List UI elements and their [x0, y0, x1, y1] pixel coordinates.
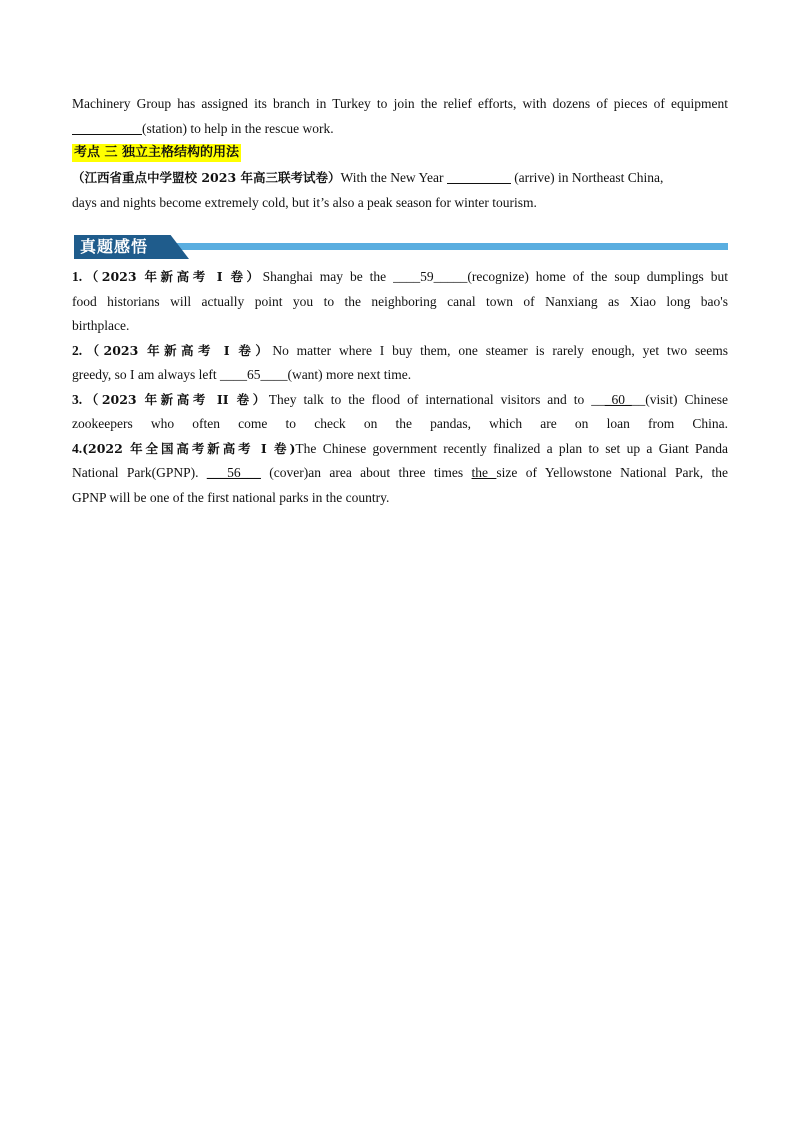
- question-source: （2023 年新高考 I 卷）: [82, 269, 263, 284]
- section-banner: [72, 235, 728, 261]
- intro-line-2-text: (station) to help in the rescue work.: [142, 120, 334, 136]
- question-4-underlined-word: the: [471, 465, 497, 480]
- question-number: 1.: [72, 269, 83, 284]
- question-4-text-c: size of Yellowstone National Park, the: [496, 465, 728, 480]
- question-3-line-1: [72, 388, 728, 413]
- example-3-line-1: [72, 166, 728, 191]
- intro-line-1: Machinery Group has assigned its branch in Turkey to join the relief efforts, with dozens of pieces of equipment: [72, 96, 728, 111]
- question-2-line-1: [72, 339, 728, 364]
- kaodian-heading-row: [72, 141, 728, 165]
- example-3-source: （江西省重点中学盟校 2023 年高三联考试卷）: [72, 170, 341, 185]
- question-1-line-2: food historians will actually point you to the neighboring canal town of Nanxiang as Xiao long bao's: [72, 293, 728, 309]
- example-3-line-2: days and nights become extremely cold, but it’s also a peak season for winter tourism.: [72, 194, 537, 210]
- question-source: （2023 年新高考 I 卷）: [82, 342, 273, 358]
- section-title: 真题感悟: [80, 237, 149, 256]
- question-number: 3.: [72, 391, 83, 407]
- example-3-text-b: (arrive) in Northeast China,: [510, 170, 664, 185]
- question-4-text: The Chinese government recently finalized a plan to set up a Giant Panda: [295, 440, 728, 456]
- question-4-line-3: GPNP will be one of the first national parks in the country.: [72, 489, 390, 505]
- question-4-text-a: National Park(GPNP).: [72, 465, 207, 480]
- answer-blank[interactable]: [447, 169, 511, 184]
- banner-bar: [176, 243, 728, 250]
- kaodian-heading: 考点 三 独立主格结构的用法: [74, 145, 240, 160]
- question-source: (2022 年全国高考新高考 I 卷): [82, 440, 296, 456]
- question-4-line-2: [72, 461, 728, 486]
- question-source: （2023 年新高考 II 卷）: [82, 391, 269, 407]
- question-4-answer: ___56___: [206, 465, 261, 480]
- question-1-line-1: [72, 265, 728, 290]
- question-1-line-3: birthplace.: [72, 318, 130, 333]
- question-3-answer: _60_: [604, 391, 632, 407]
- question-3-text-a: They talk to the flood of international visitors and to __: [268, 391, 605, 407]
- question-3-line-2: zookeepers who often come to check on the pandas, which are on loan from China.: [72, 416, 728, 431]
- question-number: 4.: [72, 440, 83, 456]
- document-page: [72, 92, 728, 510]
- intro-line-2: [72, 117, 728, 142]
- question-3-text-b: __(visit) Chinese: [631, 391, 728, 407]
- answer-blank[interactable]: [72, 120, 142, 135]
- example-3-text-a: With the New Year: [340, 170, 447, 185]
- question-2-text: No matter where I buy them, one steamer is rarely enough, yet two seems: [272, 342, 728, 358]
- question-2-line-2: greedy, so I am always left ____65____(want) more next time.: [72, 367, 412, 382]
- question-1-text: Shanghai may be the ____59_____(recognize) home of the soup dumplings but: [262, 269, 728, 284]
- question-number: 2.: [72, 342, 83, 358]
- question-4-text-b: (cover)an area about three times: [260, 465, 472, 480]
- question-4-line-1: [72, 437, 728, 462]
